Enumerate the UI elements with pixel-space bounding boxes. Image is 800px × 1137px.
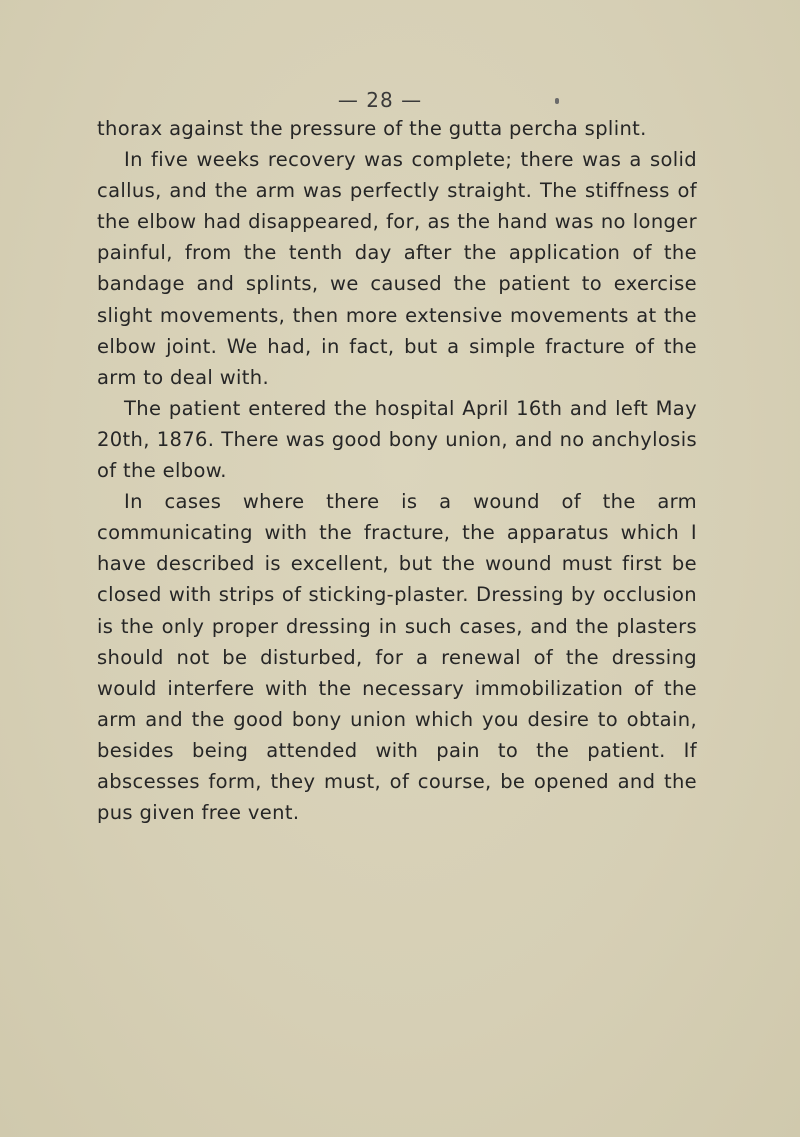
paragraph-recovery: In five weeks recovery was complete; there was a solid callus, and the arm was perfectly straight. The stiffness of the elbow had disappeared, for, as the hand was no longer painful, from the tenth day after the application of the bandage and splints, we caused the patient to exercise slight movements, then more extensive movements at the elbow joint. We had, in fact, but a simple fracture of the arm to deal with. bbox=[97, 148, 697, 389]
ink-speck bbox=[555, 98, 559, 104]
paragraph-wound-cases: In cases where there is a wound of the arm communicating with the fracture, the apparatus which I have described is excellent, but the wound must first be closed with strips of sticking-plaster. Dressing by occlusion is the only proper dressing in such cases, and the plasters should not be disturbed, for a renewal of the dressing would interfere with the necessary immobilization of the arm and the good bony union which you desire to obtain, besides being attended with pain to the patient. If abscesses form, they must, of course, be opened and the pus given free vent. bbox=[97, 490, 697, 825]
paragraph-hospital-dates: The patient entered the hospital April 16th and left May 20th, 1876. There was good bony union, and no anchylosis of the elbow. bbox=[97, 396, 697, 483]
paragraph-continuation: thorax against the pressure of the gutta percha splint. bbox=[97, 117, 647, 140]
page-number: — 28 — bbox=[337, 88, 423, 112]
body-text bbox=[97, 113, 697, 828]
